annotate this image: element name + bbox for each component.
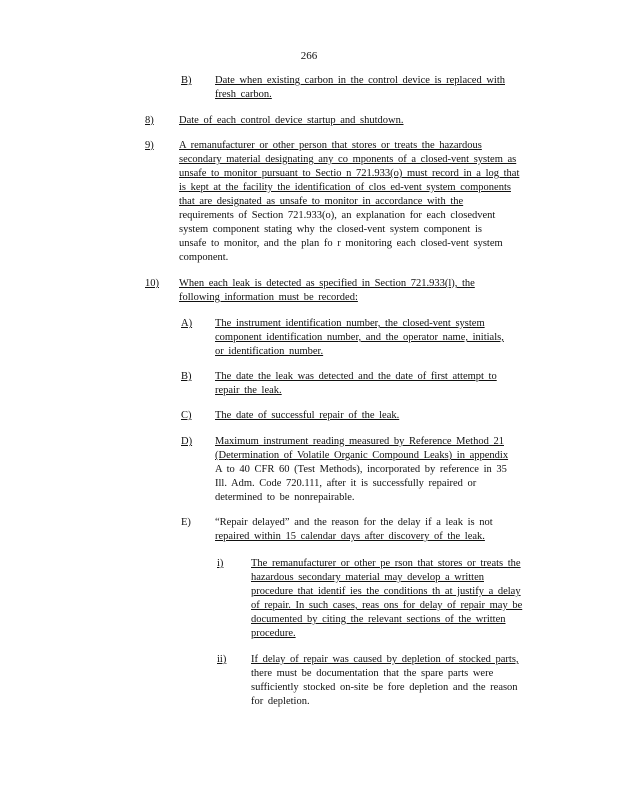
text-line: The instrument identification number, the closed-vent system	[215, 318, 485, 329]
text-line: fresh carbon.	[215, 89, 272, 100]
text-line: Date when existing carbon in the control device is replaced with	[215, 75, 505, 86]
item-text-10	[179, 277, 475, 305]
text-line: for depletion.	[251, 696, 310, 707]
text-line: Maximum instrument reading measured by Reference Method 21	[215, 436, 504, 447]
item-text-c	[215, 409, 399, 423]
item-label-10: 10)	[145, 278, 159, 289]
text-line: or identification number.	[215, 346, 324, 357]
text-line: secondary material designating any co mponents of a closed-vent system as	[179, 154, 517, 165]
text-line: Date of each control device startup and shutdown.	[179, 115, 404, 126]
text-line: procedure.	[251, 628, 296, 639]
text-line: unsafe to monitor pursuant to Sectio n 721.933(o) must record in a log that	[179, 168, 520, 179]
text-line: of repair. In such cases, reas ons for delay of repair may be	[251, 600, 523, 611]
item-text-e	[215, 516, 493, 544]
item-text-b-carbon	[215, 74, 505, 102]
item-label-9: 9)	[145, 140, 154, 151]
text-line: The remanufacturer or other pe rson that stores or treats the	[251, 558, 521, 569]
item-text-b2	[215, 370, 497, 398]
text-line: there must be documentation that the spare parts were	[251, 668, 494, 679]
text-line: (Determination of Volatile Organic Compound Leaks) in appendix	[215, 450, 509, 461]
text-line: that are designated as unsafe to monitor in accordance with the	[179, 196, 464, 207]
item-label-ii: ii)	[217, 654, 227, 665]
item-label-d: D)	[181, 436, 193, 447]
text-line: procedure that identif ies the conditions th at justify a delay	[251, 586, 521, 597]
item-label-e: E)	[181, 517, 191, 528]
text-line: component identification number, and the operator name, initials,	[215, 332, 504, 343]
page-number: 266	[300, 50, 318, 62]
text-line: requirements of Section 721.933(o), an explanation for each closedvent	[179, 210, 496, 221]
item-text-i	[251, 557, 522, 641]
text-line: is kept at the facility the identification of clos ed-vent system components	[179, 182, 511, 193]
item-text-9	[179, 139, 519, 265]
item-label-c: C)	[181, 410, 192, 421]
text-line: The date of successful repair of the leak.	[215, 410, 400, 421]
text-line: sufficiently stocked on-site be fore depletion and the reason	[251, 682, 518, 693]
item-text-a	[215, 317, 504, 359]
text-line: “Repair delayed” and the reason for the delay if a leak is not	[215, 517, 493, 528]
item-label-b: B)	[181, 75, 192, 86]
text-line: determined to be nonrepairable.	[215, 492, 355, 503]
item-label-b2: B)	[181, 371, 192, 382]
item-label-i: i)	[217, 558, 224, 569]
text-line: When each leak is detected as specified in Section 721.933(l), the	[179, 278, 475, 289]
text-line: documented by citing the relevant sections of the written	[251, 614, 506, 625]
text-line: component.	[179, 252, 229, 263]
text-line: system component stating why the closed-vent system component is	[179, 224, 482, 235]
text-line: repair the leak.	[215, 385, 282, 396]
text-line: If delay of repair was caused by depletion of stocked parts,	[251, 654, 519, 665]
text-line: A remanufacturer or other person that stores or treats the hazardous	[179, 140, 482, 151]
text-line: Ill. Adm. Code 720.111, after it is successfully repaired or	[215, 478, 477, 489]
item-text-8	[179, 114, 404, 128]
item-label-a: A)	[181, 318, 193, 329]
text-line: The date the leak was detected and the date of first attempt to	[215, 371, 497, 382]
text-line: repaired within 15 calendar days after discovery of the leak.	[215, 531, 485, 542]
text-line: unsafe to monitor, and the plan fo r monitoring each closed-vent system	[179, 238, 503, 249]
text-line: A to 40 CFR 60 (Test Methods), incorporated by reference in 35	[215, 464, 507, 475]
text-line: hazardous secondary material may develop a written	[251, 572, 484, 583]
item-text-d	[215, 435, 508, 505]
text-line: following information must be recorded:	[179, 292, 358, 303]
item-label-8: 8)	[145, 115, 154, 126]
item-text-ii	[251, 653, 519, 709]
